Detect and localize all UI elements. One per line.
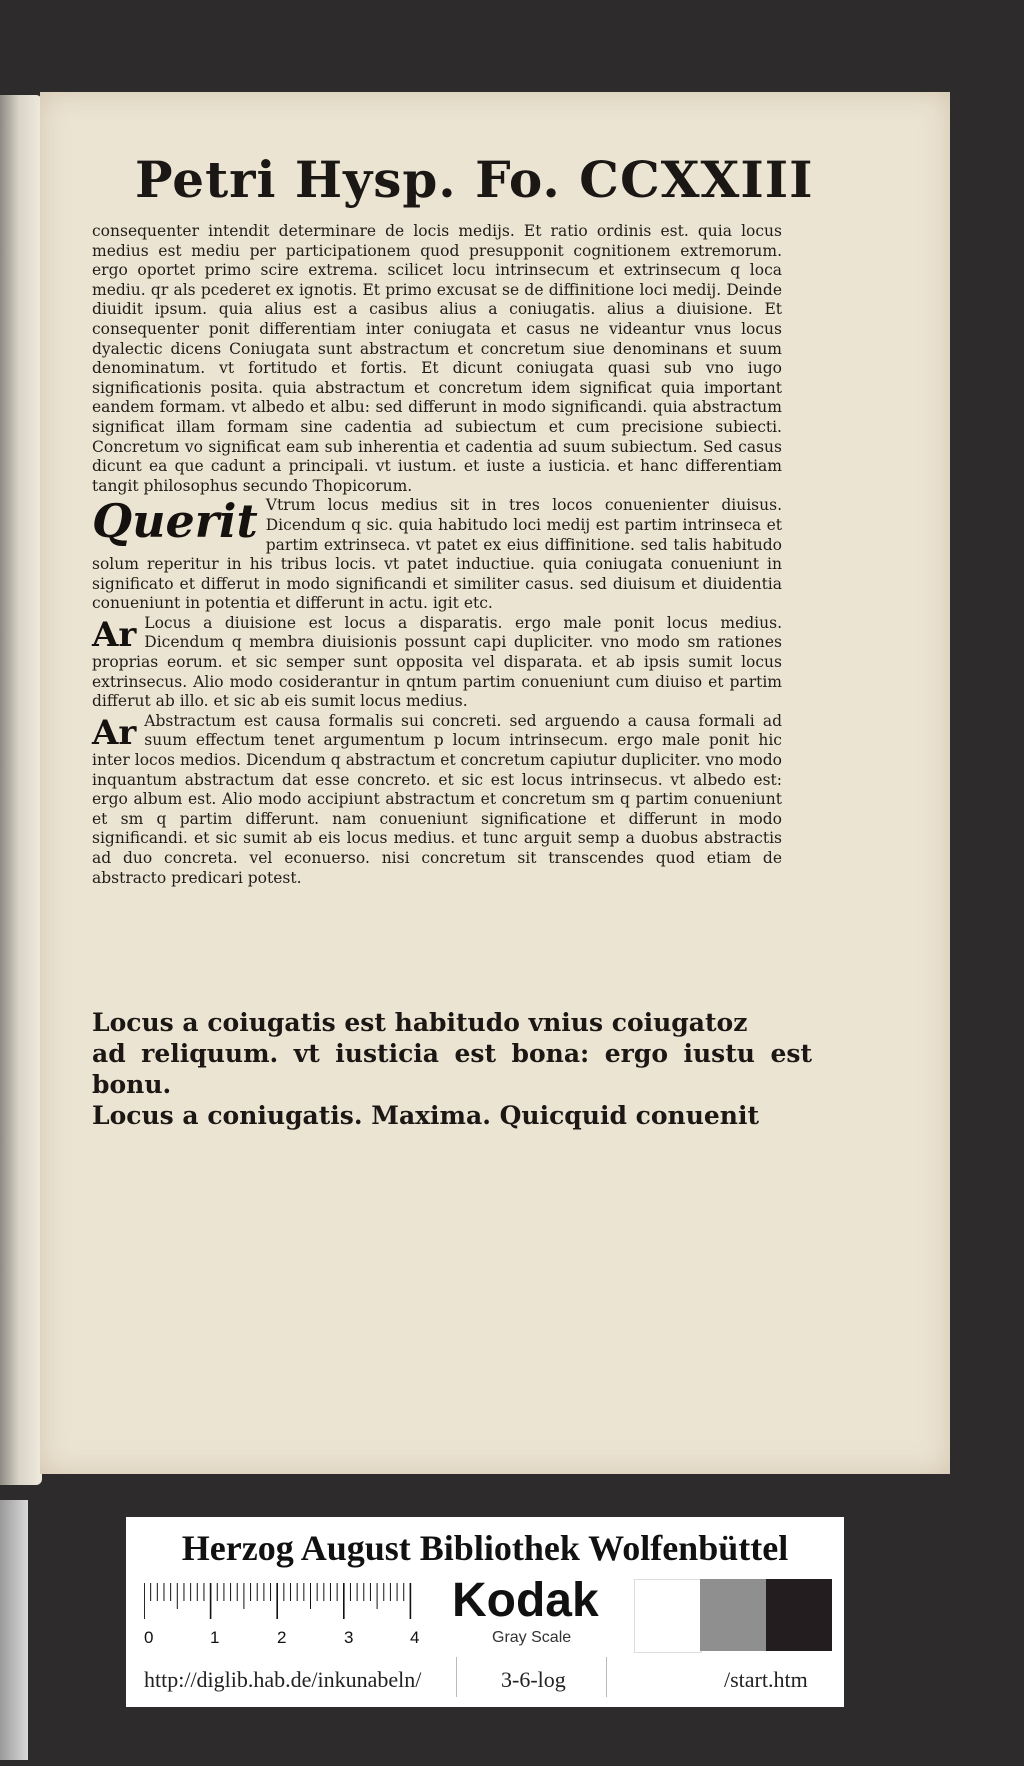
- rule-line-1: Locus a coiugatis est habitudo vnius coiugatoz: [92, 1008, 748, 1037]
- left-page-edge: [0, 95, 42, 1485]
- ruler-number-2: 2: [277, 1628, 287, 1647]
- intro-paragraph: consequenter intendit determinare de locis medijs. Et ratio ordinis est. quia locus medius est mediu per participationem quod presupponit cognitionem extremorum. ergo oportet primo scire extrema. scilicet locu intrinsecum et extrinsecum q loca mediu. qr als pcederet ex ignotis. Et primo excusat se de diffinitione loci medij. Deinde diuidit ipsum. quia alius est a casibus alius a coniugatis. alius a diuisione. Et consequenter ponit differentiam inter coniugata et casus ne videantur vnus locus dyalectic dicens Coniugata sunt abstractum et concretum siue denominans et suum denominatum. vt fortitudo et fortis. Et dicunt coniugata quasi sub vno iugo significationis posita. quia abstractum et concretum idem significat quia important eandem formam. vt albedo et albu: sed differunt in modo significandi. quia abstractum significat illam formam sine cadentia ad subiectum et cum precisione subiecti. Concretum vo significat eam sub inherentia et cadentia ad suum subiectum. Sed casus dicunt ea que cadunt a principali. vt iustum. et iuste a iusticia. et hanc differentiam tangit philosophus secundo Thopicorum.: [92, 222, 782, 495]
- argument-body-1: Locus a diuisione est locus a disparatis. ergo male ponit locus medius. Dicendum q membra diuisionis possunt capi dupliciter. vno modo sm rationes proprias eorum. et sic semper sunt opposita vel disparata. et ab ipsis sumit locus extrinsecus. Alio modo cosiderantur in qntum partim conueniunt cum diuiso et partim differut ab illo. et sic ab eis sumit locus medius.: [92, 613, 782, 711]
- ruler-number-1: 1: [210, 1628, 220, 1647]
- left-book-edge: [0, 1500, 28, 1760]
- argument-initial-2: Ar: [92, 712, 137, 753]
- question-paragraph: [92, 496, 782, 614]
- rule-text: [92, 1007, 812, 1131]
- kodak-logo: Kodak: [452, 1574, 599, 1627]
- url-mid: 3-6-log: [501, 1667, 566, 1692]
- question-body: Vtrum locus medius sit in tres locos conuenienter diuisus. Dicendum q sic. quia habitudo loci medij est partim intrinseca et partim extrinseca. vt patet ex eius diffinitione. sed talis habitudo solum reperitur in his tribus locis. vt patet inductiue. quia coniugata conueniunt in significato et differut in modo significandi et similiter casus. sed diuisum et diuidentia conueniunt in potentia et differunt in actu. igit etc.: [92, 496, 782, 613]
- question-initial: Querit: [92, 494, 258, 549]
- argument-body-2: Abstractum est causa formalis sui concreti. sed arguendo a causa formali ad suum effectum tenet argumentum p locum intrinsecum. ergo male ponit hic inter locos medios. Dicendum q abstractum et concretum capiutur dupliciter. vno modo inquantum abstractum dat esse concreto. et sic est locus intrinsecus. vt albedo est: ergo album est. Alio modo accipiunt abstractum et concretum sm q partim conueniunt et sm q partim differunt. nam conueniunt significatione et differunt in modo significandi. et sic sumit ab eis locus medius. et tunc arguit semp a duobus abstractis ad duo concreta. vel econuerso. nisi concretum sit transcendes quod etiam de abstracto predicari potest.: [92, 711, 782, 887]
- rule-line-2: ad reliquum. vt iusticia est bona: ergo iustu est bonu.: [92, 1039, 812, 1099]
- ruler-number-3: 3: [344, 1628, 354, 1647]
- url-right: /start.htm: [724, 1667, 808, 1692]
- library-label: [126, 1517, 844, 1707]
- scale-ruler: [144, 1583, 444, 1647]
- url-left: http://diglib.hab.de/inkunabeln/: [144, 1667, 422, 1692]
- gray-patch-mid: [700, 1579, 766, 1651]
- gray-patch-black: [766, 1579, 832, 1651]
- manuscript-page: [40, 92, 950, 1474]
- label-divider-2: [606, 1657, 607, 1697]
- rule-line-3: Locus a coniugatis. Maxima. Quicquid conuenit: [92, 1101, 760, 1130]
- page-header: Petri Hysp. Fo. CCXXIII: [135, 150, 814, 209]
- commentary-text: [92, 222, 782, 888]
- ruler-number-4: 4: [410, 1628, 420, 1647]
- library-title: Herzog August Bibliothek Wolfenbüttel: [181, 1528, 789, 1568]
- label-divider-1: [456, 1657, 457, 1697]
- ruler-number-0: 0: [144, 1628, 154, 1647]
- argument-paragraph-1: [92, 614, 782, 712]
- argument-initial-1: Ar: [92, 614, 137, 655]
- gray-patch-white: [634, 1579, 702, 1653]
- gray-scale-label: Gray Scale: [492, 1629, 572, 1646]
- argument-paragraph-2: [92, 712, 782, 888]
